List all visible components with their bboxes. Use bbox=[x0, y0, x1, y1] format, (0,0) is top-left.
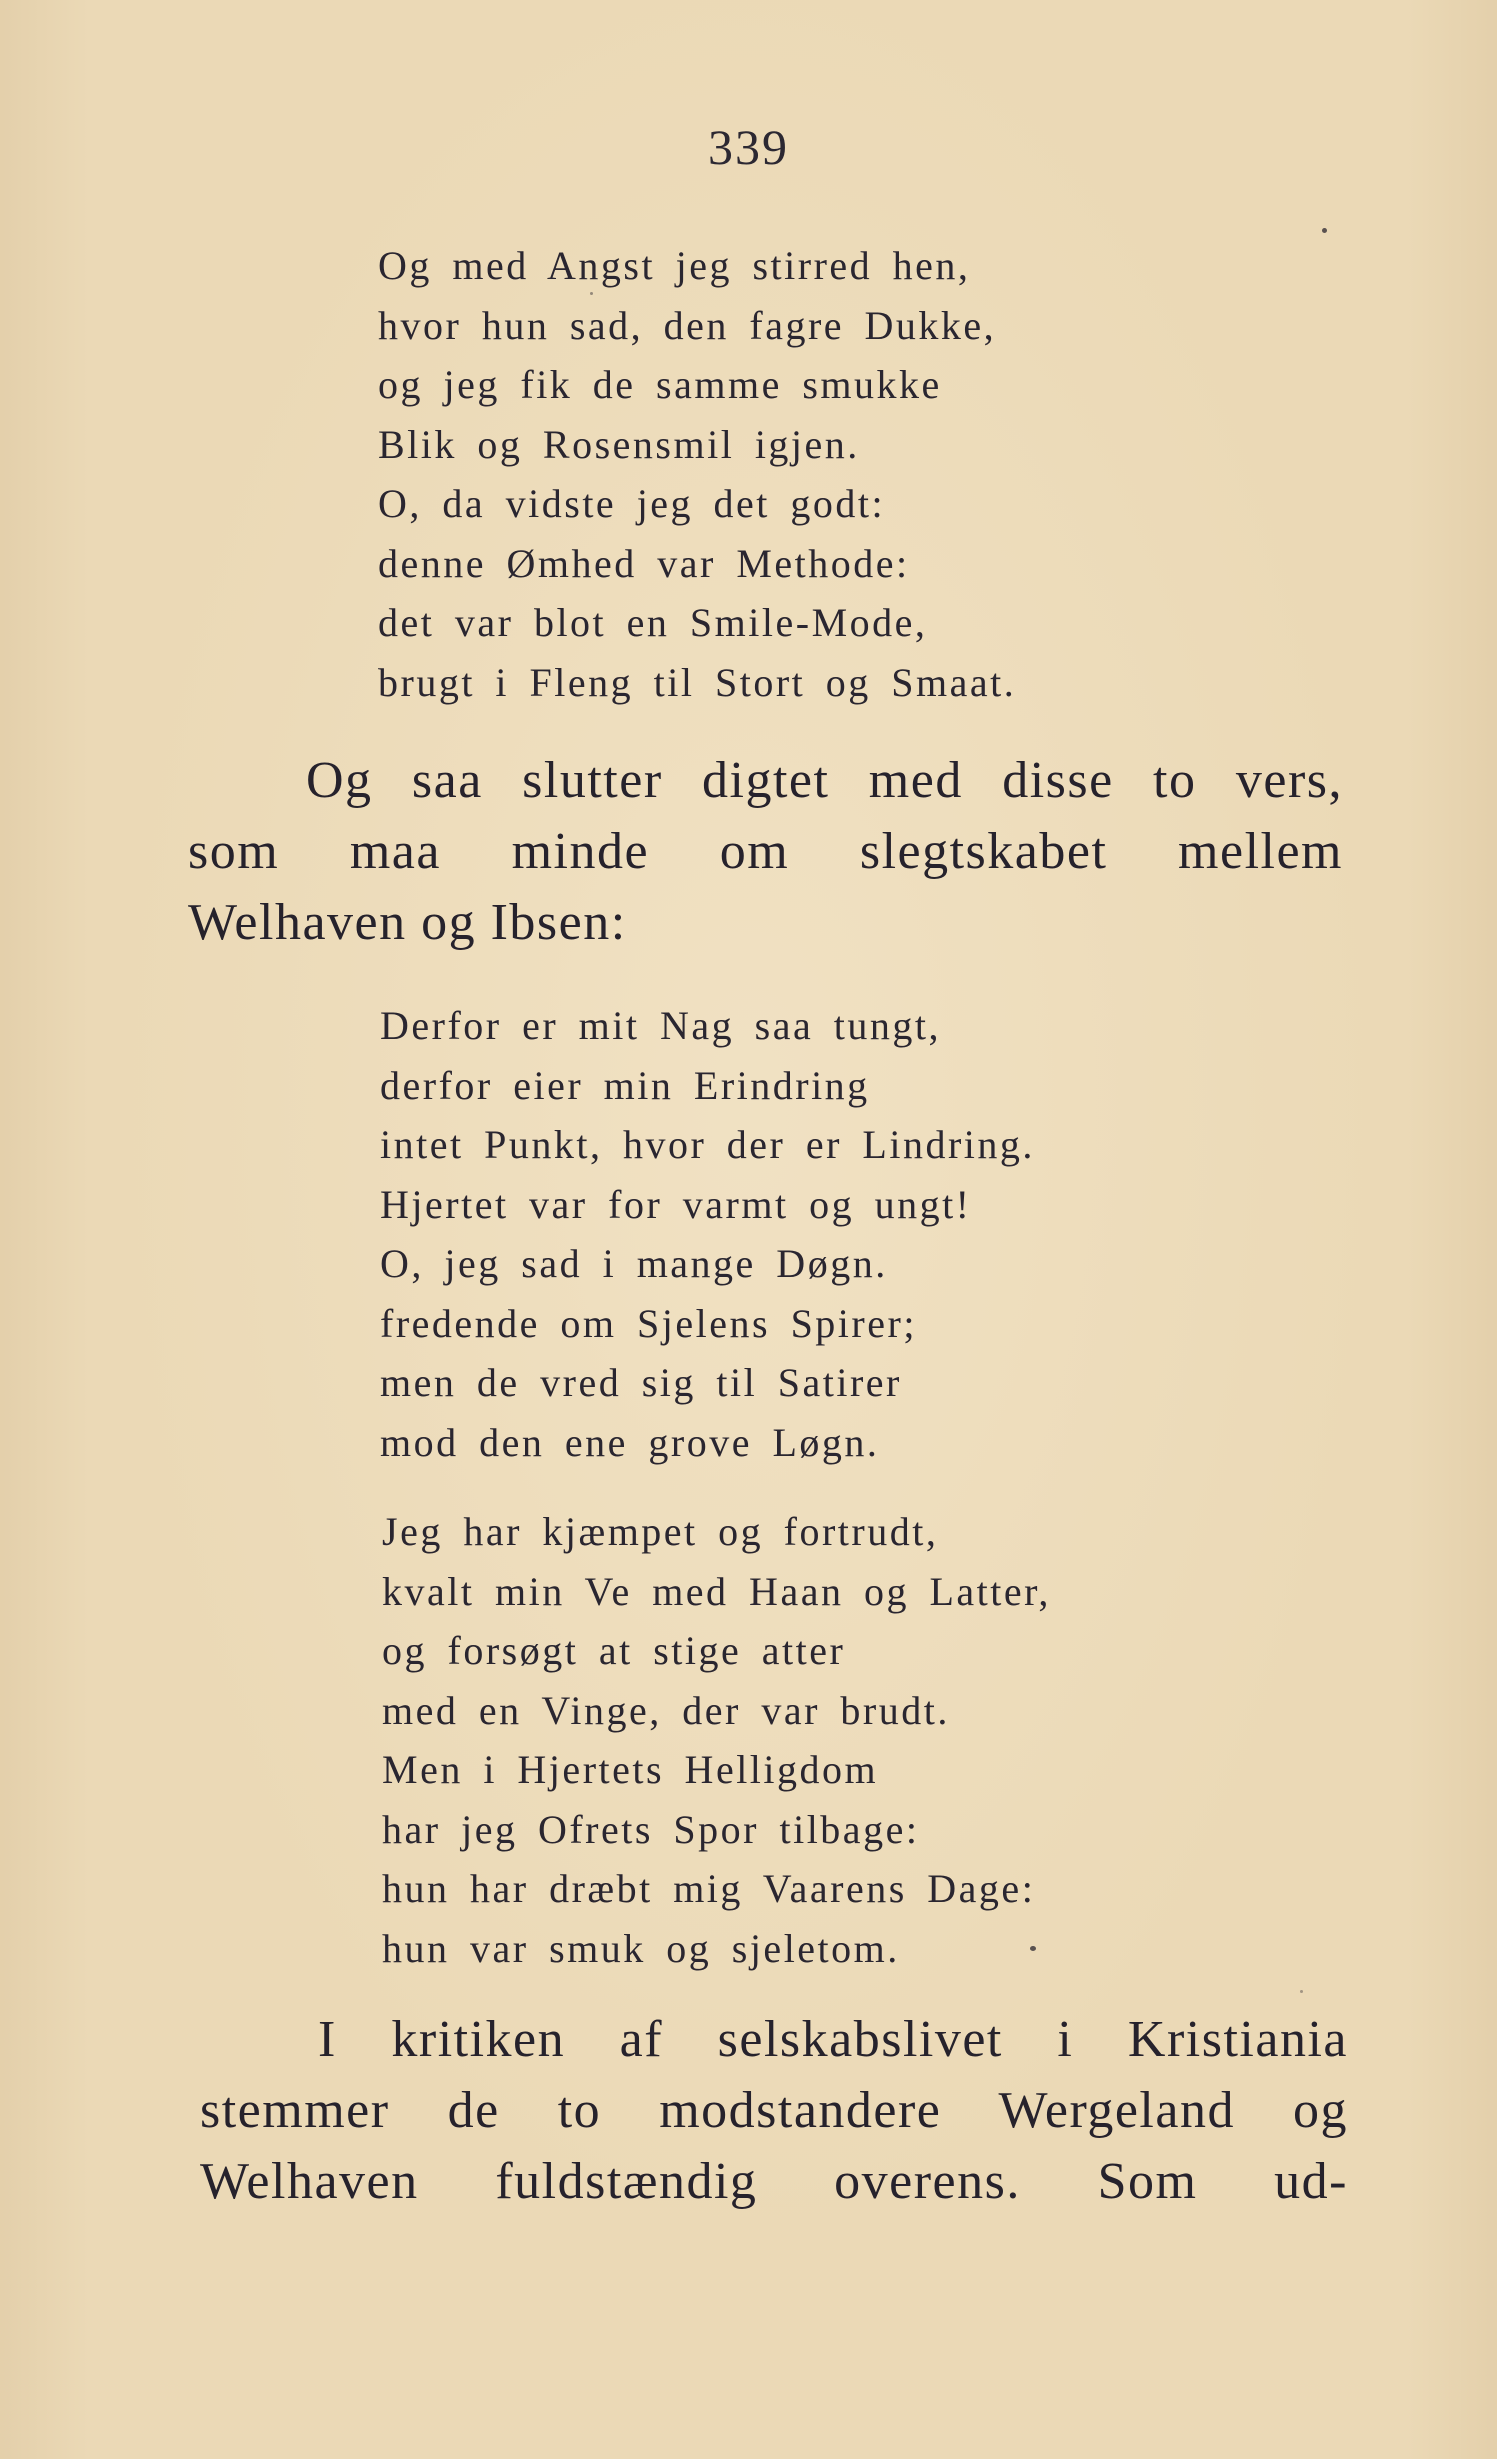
poem-stanza-2 bbox=[380, 996, 1035, 1472]
verse-line: Jeg har kjæmpet og fortrudt, bbox=[382, 1509, 939, 1554]
poem-stanza-3 bbox=[382, 1502, 1051, 1978]
verse-line: har jeg Ofrets Spor tilbage: bbox=[382, 1806, 920, 1852]
prose-line: stemmer de to modstandere Wergeland og bbox=[200, 2082, 1348, 2139]
verse-line: kvalt min Ve med Haan og Latter, bbox=[382, 1568, 1051, 1614]
prose-line: Og saa slutter digtet med disse to vers, bbox=[306, 752, 1343, 809]
paper-speck bbox=[590, 292, 593, 295]
verse-line: men de vred sig til Satirer bbox=[380, 1360, 902, 1405]
verse-line: hun var smuk og sjeletom. bbox=[382, 1925, 900, 1971]
verse-line: denne Ømhed var Methode: bbox=[378, 540, 910, 586]
paper-speck bbox=[1030, 1946, 1036, 1951]
verse-line: det var blot en Smile-Mode, bbox=[378, 600, 928, 645]
verse-line: fredende om Sjelens Spirer; bbox=[380, 1300, 917, 1346]
verse-line: derfor eier min Erindring bbox=[380, 1062, 870, 1108]
poem-stanza-1 bbox=[378, 236, 1016, 712]
verse-line: brugt i Fleng til Stort og Smaat. bbox=[378, 659, 1017, 705]
paper-speck bbox=[1300, 1990, 1303, 1993]
prose-paragraph-1 bbox=[188, 745, 1343, 958]
verse-line: hun har dræbt mig Vaarens Dage: bbox=[382, 1866, 1036, 1911]
verse-line: Men i Hjertets Helligdom bbox=[382, 1747, 879, 1792]
prose-line: Welhaven fuldstændig overens. Som ud- bbox=[200, 2153, 1348, 2210]
prose-line: I kritiken af selskabslivet i Kristiania bbox=[318, 2011, 1348, 2068]
verse-line: og jeg fik de samme smukke bbox=[378, 362, 942, 407]
verse-line: hvor hun sad, den fagre Dukke, bbox=[378, 302, 997, 348]
page-number: 339 bbox=[708, 119, 789, 175]
verse-line: og forsøgt at stige atter bbox=[382, 1628, 846, 1673]
prose-line: Welhaven og Ibsen: bbox=[188, 894, 627, 951]
paper-speck bbox=[1322, 228, 1327, 233]
verse-line: intet Punkt, hvor der er Lindring. bbox=[380, 1122, 1035, 1167]
verse-line: Og med Angst jeg stirred hen, bbox=[378, 243, 971, 288]
verse-line: O, da vidste jeg det godt: bbox=[378, 481, 886, 526]
prose-paragraph-2 bbox=[200, 2004, 1348, 2217]
verse-line: mod den ene grove Løgn. bbox=[380, 1419, 880, 1465]
verse-line: Derfor er mit Nag saa tungt, bbox=[380, 1003, 941, 1048]
prose-line: som maa minde om slegtskabet mellem bbox=[188, 823, 1343, 880]
verse-line: Blik og Rosensmil igjen. bbox=[378, 421, 860, 467]
verse-line: Hjertet var for varmt og ungt! bbox=[380, 1181, 972, 1227]
verse-line: med en Vinge, der var brudt. bbox=[382, 1687, 950, 1733]
verse-line: O, jeg sad i mange Døgn. bbox=[380, 1241, 888, 1286]
